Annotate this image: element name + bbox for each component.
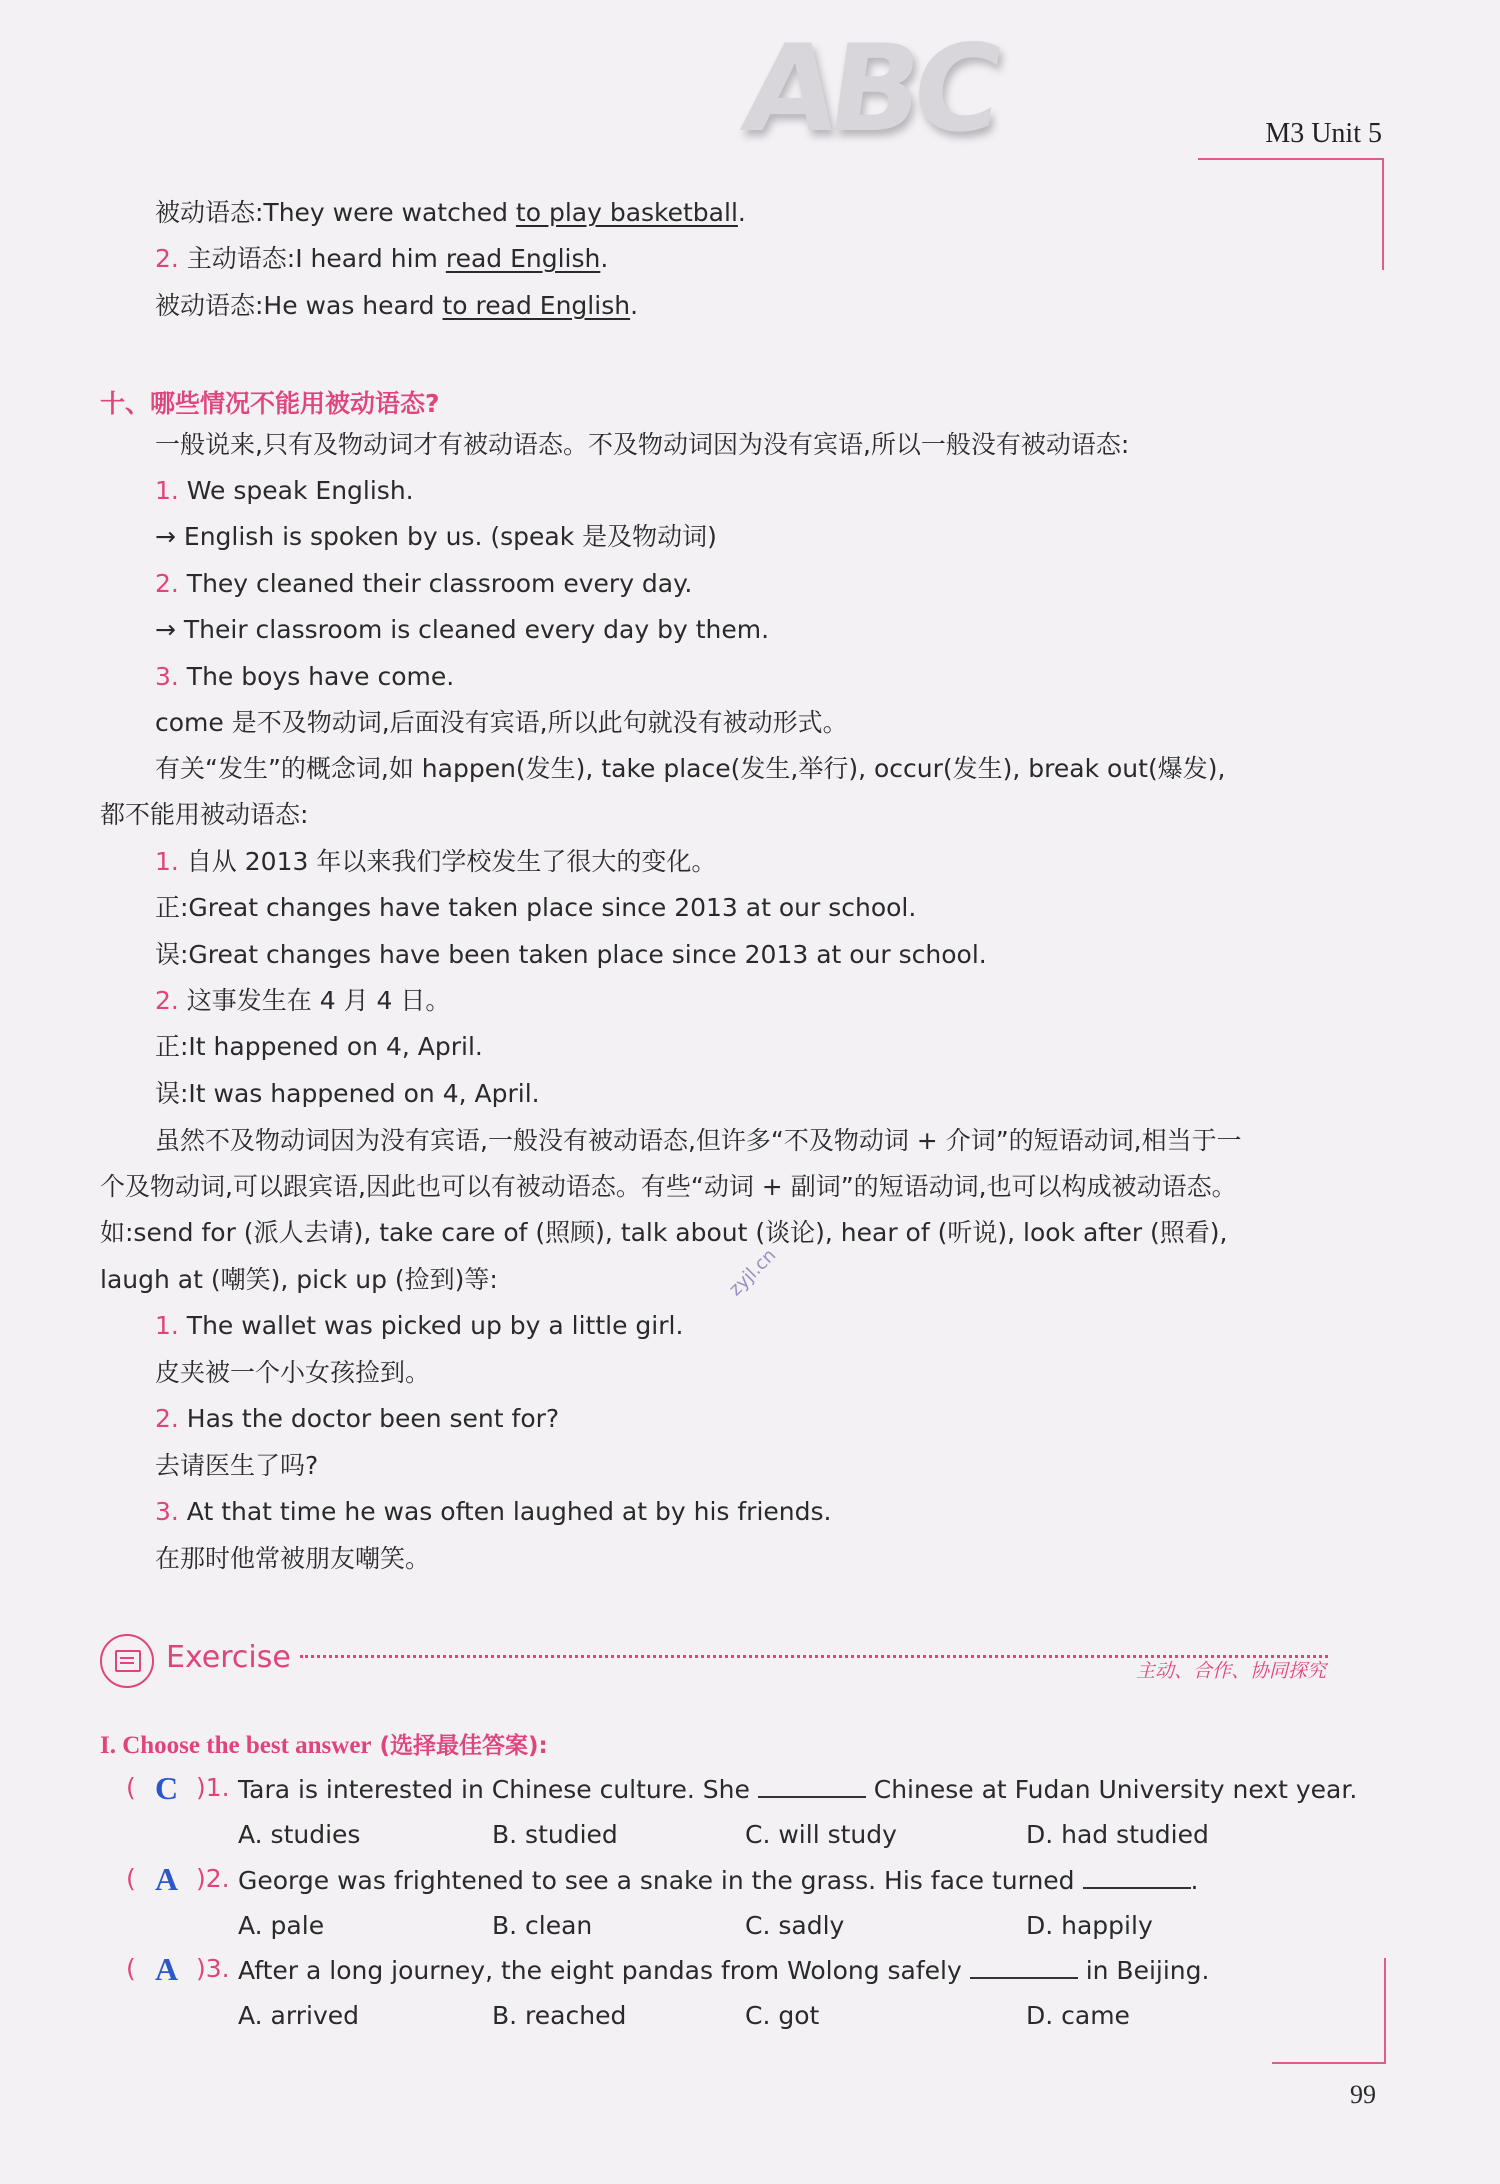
- exercise-icon: [100, 1634, 154, 1688]
- answer-blank: [1083, 1861, 1191, 1889]
- question-stem: Tara is interested in Chinese culture. She Chinese at Fudan University next year.: [238, 1770, 1357, 1807]
- option-d: D. happily: [1026, 1911, 1153, 1940]
- intro-text: 一般说来,只有及物动词才有被动语态。不及物动词因为没有宾语,所以一般没有被动语态:: [155, 430, 1130, 459]
- phrasal-para-2: 个及物动词,可以跟宾语,因此也可以有被动语态。有些“动词 + 副词”的短语动词,也可以构成被动语态。: [100, 1172, 1237, 1201]
- answer-paren-open: (: [126, 1954, 136, 1983]
- passive-line-1: 被动语态:They were watched to play basketball.: [155, 198, 746, 227]
- phrasal-example-2: 2. Has the doctor been sent for?: [155, 1404, 560, 1433]
- phrasal-para-4: laugh at (嘲笑), pick up (捡到)等:: [100, 1265, 498, 1294]
- case-2-correct: 正:It happened on 4, April.: [155, 1032, 483, 1061]
- option-c: C. got: [745, 2001, 820, 2030]
- question-number: )1.: [196, 1773, 230, 1802]
- passive-line-2: 被动语态:He was heard to read English.: [155, 291, 639, 320]
- exercise-title: Exercise: [166, 1640, 291, 1675]
- option-d: D. had studied: [1026, 1820, 1209, 1849]
- part-1-title: I. Choose the best answer (选择最佳答案):: [100, 1732, 548, 1759]
- phrasal-example-2-cn: 去请医生了吗?: [155, 1451, 319, 1480]
- question-stem: After a long journey, the eight pandas from Wolong safely in Beijing.: [238, 1951, 1209, 1988]
- answer-blank: [970, 1951, 1078, 1979]
- answer-mark: A: [155, 1951, 179, 1987]
- note-happen: 有关“发生”的概念词,如 happen(发生), take place(发生,举行), occur(发生), break out(爆发),: [155, 754, 1226, 783]
- case-2-wrong: 误:It was happened on 4, April.: [155, 1079, 540, 1108]
- phrasal-example-1: 1. The wallet was picked up by a little girl.: [155, 1311, 684, 1340]
- case-1-wrong: 误:Great changes have been taken place since 2013 at our school.: [155, 940, 987, 969]
- corner-decoration-top-v: [1382, 158, 1384, 270]
- case-1-correct: 正:Great changes have taken place since 2013 at our school.: [155, 893, 917, 922]
- option-d: D. came: [1026, 2001, 1130, 2030]
- abc-logo: ABC: [735, 20, 1004, 159]
- example-1: 1. We speak English.: [155, 476, 414, 505]
- section-title: 十、哪些情况不能用被动语态?: [100, 389, 440, 418]
- answer-blank: [758, 1770, 866, 1798]
- answer-paren-open: (: [126, 1864, 136, 1893]
- example-1-passive: → English is spoken by us. (speak 是及物动词): [155, 522, 717, 551]
- phrasal-example-3: 3. At that time he was often laughed at by his friends.: [155, 1497, 832, 1526]
- question-number: )3.: [196, 1954, 230, 1983]
- question-stem: George was frightened to see a snake in the grass. His face turned .: [238, 1861, 1198, 1898]
- option-a: A. pale: [238, 1911, 325, 1940]
- note-happen-cont: 都不能用被动语态:: [100, 800, 309, 829]
- corner-decoration-top-h: [1198, 158, 1384, 160]
- question-number: )2.: [196, 1864, 230, 1893]
- page-number: 99: [1350, 2080, 1376, 2109]
- case-1: 1. 自从 2013 年以来我们学校发生了很大的变化。: [155, 847, 717, 876]
- phrasal-example-1-cn: 皮夹被一个小女孩捡到。: [155, 1358, 431, 1387]
- note-come: come 是不及物动词,后面没有宾语,所以此句就没有被动形式。: [155, 708, 848, 737]
- option-b: B. studied: [492, 1820, 618, 1849]
- option-c: C. will study: [745, 1820, 897, 1849]
- active-line-2: 2. 主动语态:I heard him read English.: [155, 244, 609, 273]
- example-3: 3. The boys have come.: [155, 662, 455, 691]
- option-a: A. arrived: [238, 2001, 359, 2030]
- phrasal-para-3: 如:send for (派人去请), take care of (照顾), talk about (谈论), hear of (听说), look after (照看),: [100, 1218, 1228, 1247]
- unit-label: M3 Unit 5: [1265, 118, 1382, 149]
- example-2: 2. They cleaned their classroom every day.: [155, 569, 693, 598]
- option-c: C. sadly: [745, 1911, 845, 1940]
- answer-mark: C: [155, 1770, 179, 1806]
- case-2: 2. 这事发生在 4 月 4 日。: [155, 986, 451, 1015]
- exercise-subtitle: 主动、合作、协同探究: [1135, 1660, 1326, 1682]
- phrasal-para-1: 虽然不及物动词因为没有宾语,一般没有被动语态,但许多“不及物动词 + 介词”的短语动词,相当于一: [155, 1126, 1242, 1155]
- watermark: zyjl.cn: [724, 1244, 781, 1301]
- corner-decoration-bottom-h: [1272, 2062, 1386, 2064]
- option-b: B. clean: [492, 1911, 593, 1940]
- example-2-passive: → Their classroom is cleaned every day by them.: [155, 615, 770, 644]
- option-b: B. reached: [492, 2001, 627, 2030]
- corner-decoration-bottom-v: [1384, 1958, 1386, 2064]
- answer-paren-open: (: [126, 1773, 136, 1802]
- option-a: A. studies: [238, 1820, 361, 1849]
- phrasal-example-3-cn: 在那时他常被朋友嘲笑。: [155, 1544, 431, 1573]
- answer-mark: A: [155, 1861, 179, 1897]
